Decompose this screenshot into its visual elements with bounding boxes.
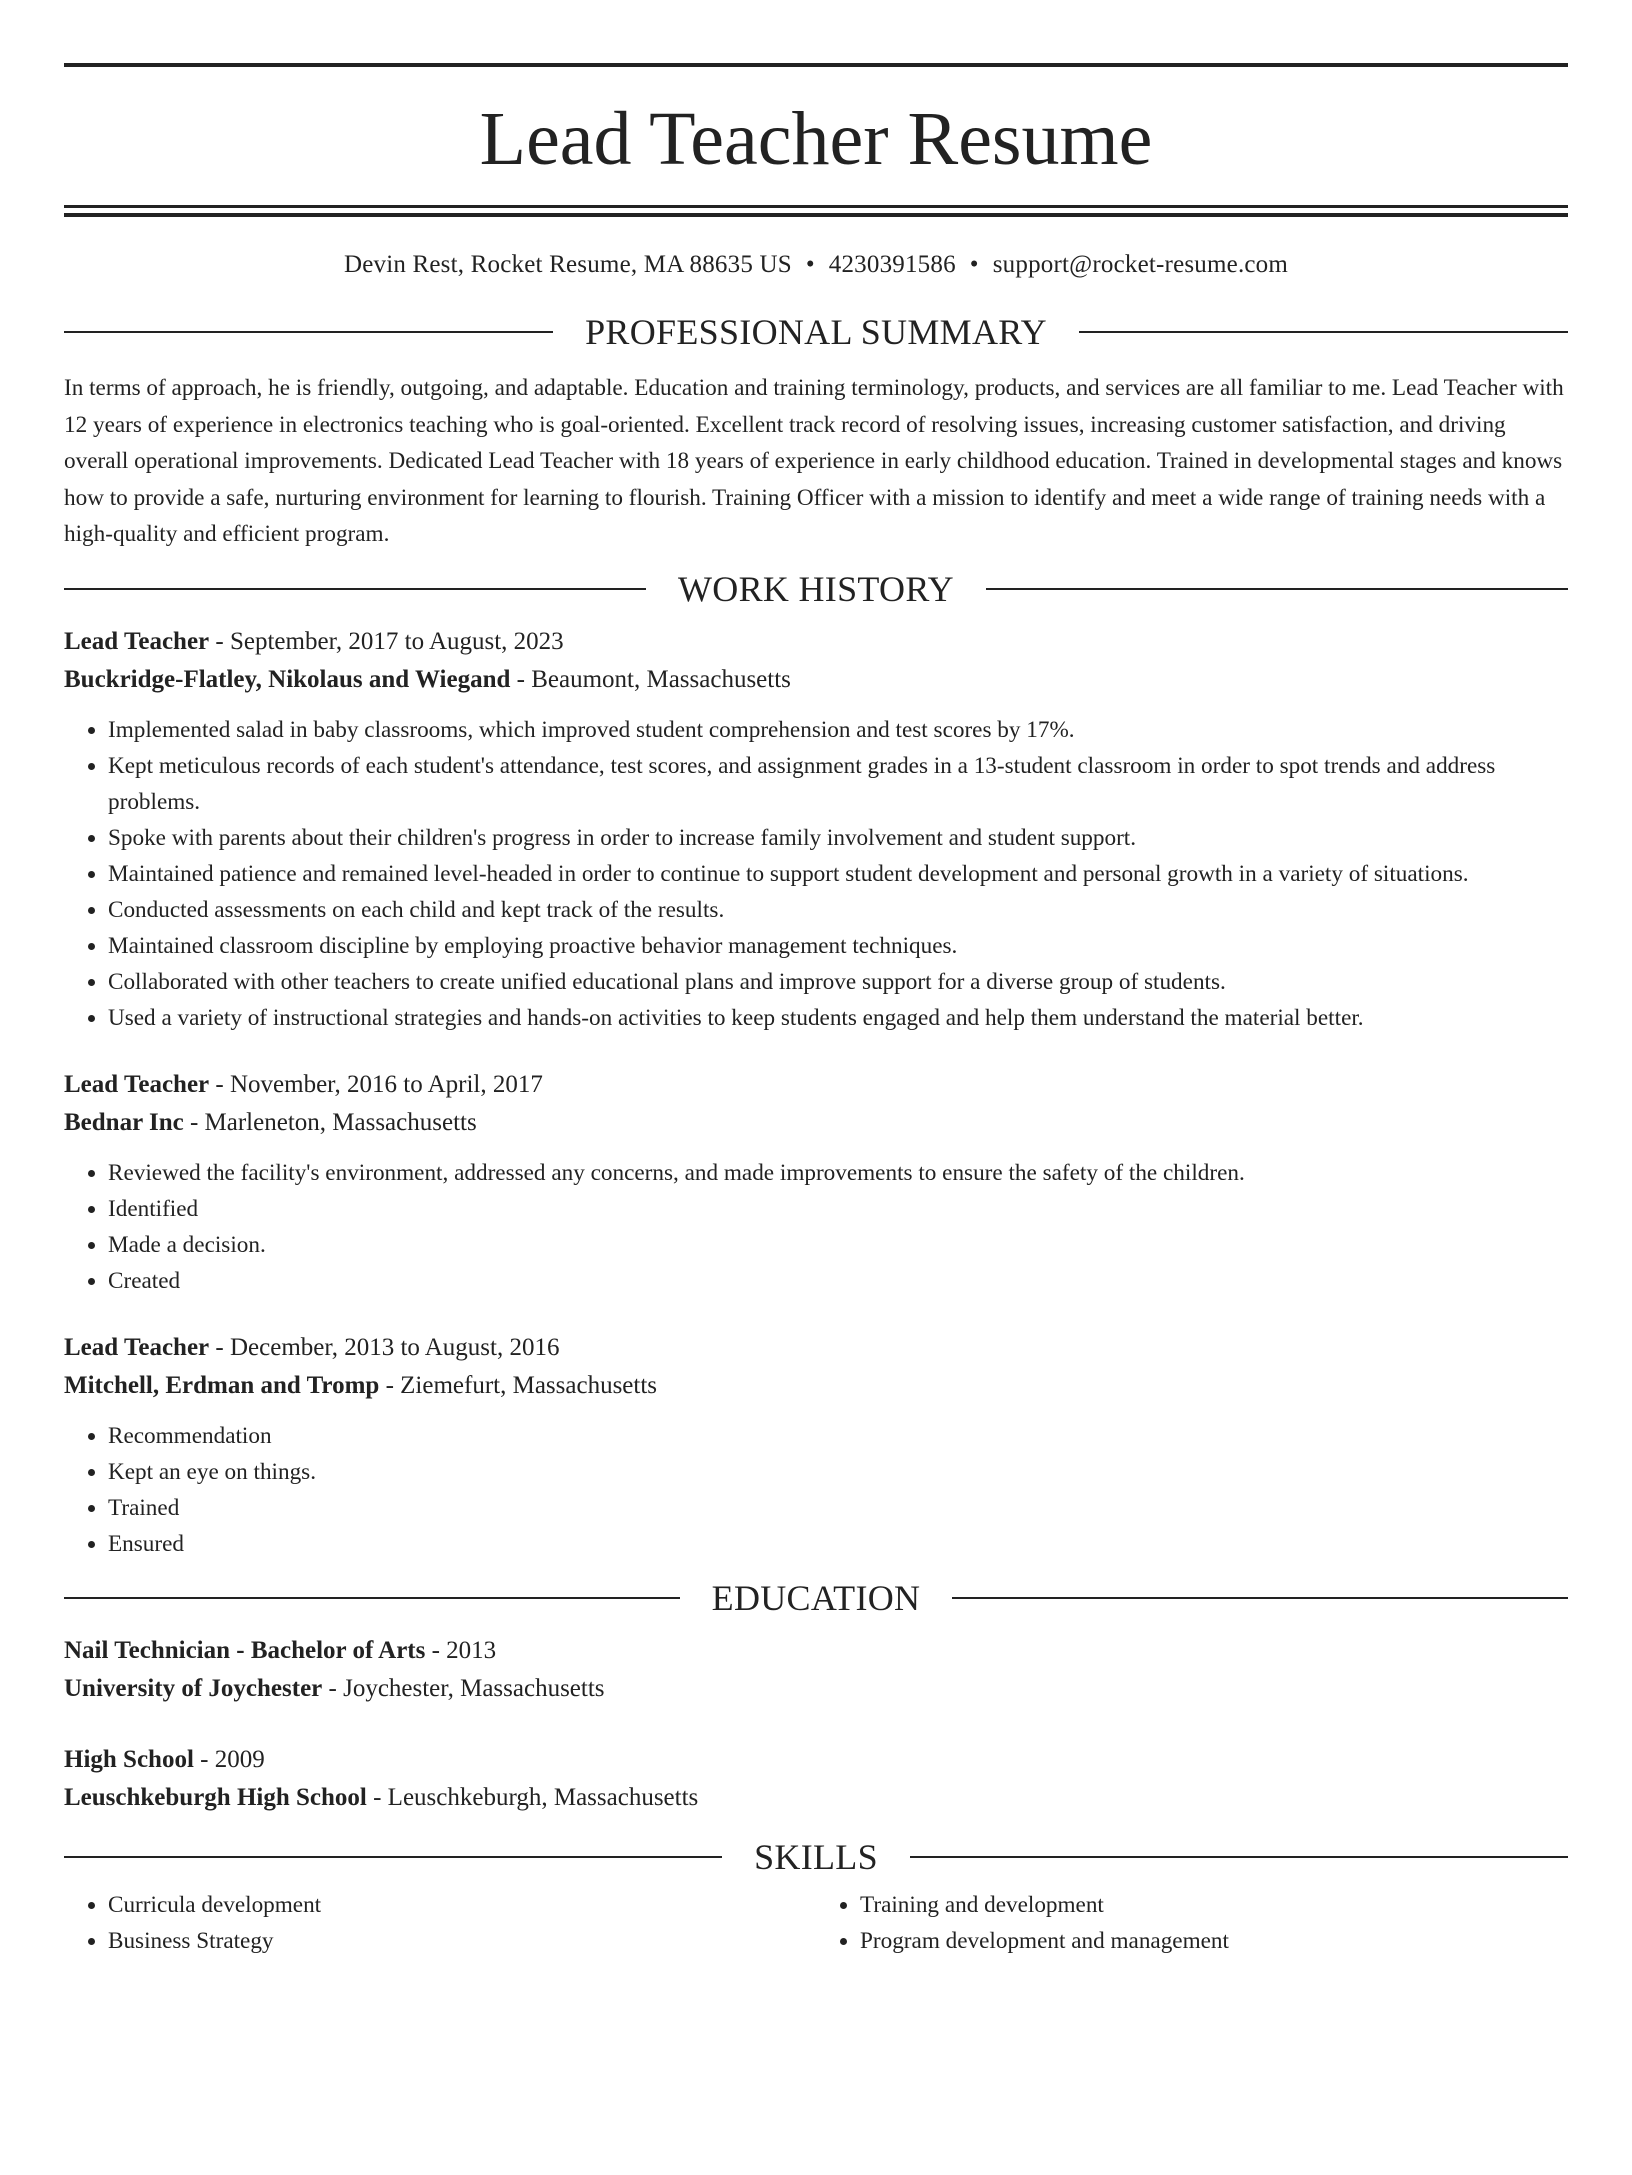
job-company-line [64,1104,1568,1142]
list-item: • Curricula development [108,1887,816,1923]
section-rule [64,1856,722,1858]
list-item: • Training and development [860,1887,1568,1923]
school-location: - Leuschkeburgh, Massachusetts [366,1783,699,1811]
list-item: • Ensured [108,1526,1568,1562]
list-item: • Created [108,1263,1568,1299]
degree-line [64,1632,1568,1670]
school-name: Leuschkeburgh High School [64,1783,367,1811]
list-item: • Implemented salad in baby classrooms, which improved student comprehension and test scores by 17%. [108,712,1568,748]
skills-section-header [64,1835,1568,1879]
education-section-header [64,1576,1568,1620]
list-item: • Reviewed the facility's environment, addressed any concerns, and made improvements to ensure the safety of the children. [108,1155,1568,1191]
school-name: University of Joychester [64,1674,323,1702]
skills-list [64,1887,1568,1959]
list-item: • Spoke with parents about their children's progress in order to increase family involvement and student support. [108,820,1568,856]
job-company-line [64,1367,1568,1405]
section-rule [952,1597,1568,1599]
contact-separator: • [805,251,815,278]
school-line [64,1779,1568,1817]
work-history-section-header [64,567,1568,611]
list-item: • Used a variety of instructional strategies and hands-on activities to keep students engaged and help them understand the material better. [108,1000,1568,1036]
job-title: Lead Teacher [64,1070,210,1098]
section-heading: PROFESSIONAL SUMMARY [585,312,1047,352]
job-company-line [64,661,1568,699]
school-line [64,1670,1568,1708]
contact-separator: • [969,251,979,278]
section-heading: WORK HISTORY [678,568,954,609]
job-dates: - September, 2017 to August, 2023 [209,627,564,655]
job-company: Mitchell, Erdman and Tromp [64,1371,380,1399]
section-heading: SKILLS [754,1836,878,1877]
contact-phone: 4230391586 [828,251,956,278]
list-item: • Kept meticulous records of each student's attendance, test scores, and assignment grades in a 13-student classroom in order to spot trends and address problems. [108,748,1568,820]
list-item: • Maintained classroom discipline by employing proactive behavior management techniques. [108,928,1568,964]
summary-section-header [64,310,1568,354]
contact-email: support@rocket-resume.com [992,251,1289,278]
job-company: Buckridge-Flatley, Nikolaus and Wiegand [64,665,511,693]
job-title-line [64,1066,1568,1104]
job-location: - Ziemefurt, Massachusetts [379,1371,658,1399]
job-title-line [64,1329,1568,1367]
degree-name: High School [64,1745,194,1773]
list-item: • Business Strategy [108,1923,816,1959]
job-title-line [64,623,1568,661]
section-rule [986,588,1568,590]
job-title: Lead Teacher [64,1333,210,1361]
education-entry [64,1741,1568,1817]
job-entry [64,1066,1568,1299]
section-rule [64,588,646,590]
section-rule [64,331,553,333]
degree-name: Nail Technician - Bachelor of Arts [64,1636,426,1664]
degree-line [64,1741,1568,1779]
job-location: - Marleneton, Massachusetts [183,1108,477,1136]
education-entry [64,1632,1568,1708]
resume-page [0,63,1632,2175]
degree-year: - 2009 [193,1745,265,1773]
degree-year: - 2013 [425,1636,497,1664]
section-rule [64,1597,680,1599]
job-title: Lead Teacher [64,627,210,655]
school-location: - Joychester, Massachusetts [322,1674,605,1702]
skills-column-right [816,1887,1568,1959]
list-item: • Trained [108,1490,1568,1526]
job-dates: - December, 2013 to August, 2016 [209,1333,560,1361]
skills-column-left [64,1887,816,1959]
section-heading: EDUCATION [711,1577,921,1618]
job-entry [64,1329,1568,1562]
top-rule [64,63,1568,67]
title-double-rule [64,205,1568,217]
job-location: - Beaumont, Massachusetts [510,665,791,693]
job-dates: - November, 2016 to April, 2017 [209,1070,543,1098]
contact-line [64,250,1568,280]
list-item: • Kept an eye on things. [108,1454,1568,1490]
contact-address: Devin Rest, Rocket Resume, MA 88635 US [343,251,792,278]
summary-text: In terms of approach, he is friendly, outgoing, and adaptable. Education and training terminology, products, and services are all familiar to me. Lead Teacher with 12 years of experience in electronics teaching who is goal-oriented. Excellent track record of resolving issues, increasing customer satisfaction, and driving overall operational improvements. Dedicated Lead Teacher with 18 years of experience in early childhood education. Trained in developmental stages and knows how to provide a safe, nurturing environment for learning to flourish. Training Officer with a mission to identify and meet a wide range of training needs with a high-quality and efficient program. [64,375,1564,547]
job-duties-list [64,1418,1568,1562]
job-entry [64,623,1568,1036]
list-item: • Collaborated with other teachers to create unified educational plans and improve support for a diverse group of students. [108,964,1568,1000]
section-rule [1079,331,1568,333]
list-item: • Identified [108,1191,1568,1227]
list-item: • Maintained patience and remained level-headed in order to continue to support student development and personal growth in a variety of situations. [108,856,1568,892]
list-item: • Recommendation [108,1418,1568,1454]
list-item: • Conducted assessments on each child and kept track of the results. [108,892,1568,928]
section-rule [910,1856,1568,1858]
job-company: Bednar Inc [64,1108,184,1136]
job-duties-list [64,712,1568,1036]
job-duties-list [64,1155,1568,1299]
resume-title: Lead Teacher Resume [479,97,1153,181]
list-item: • Program development and management [860,1923,1568,1959]
list-item: • Made a decision. [108,1227,1568,1263]
